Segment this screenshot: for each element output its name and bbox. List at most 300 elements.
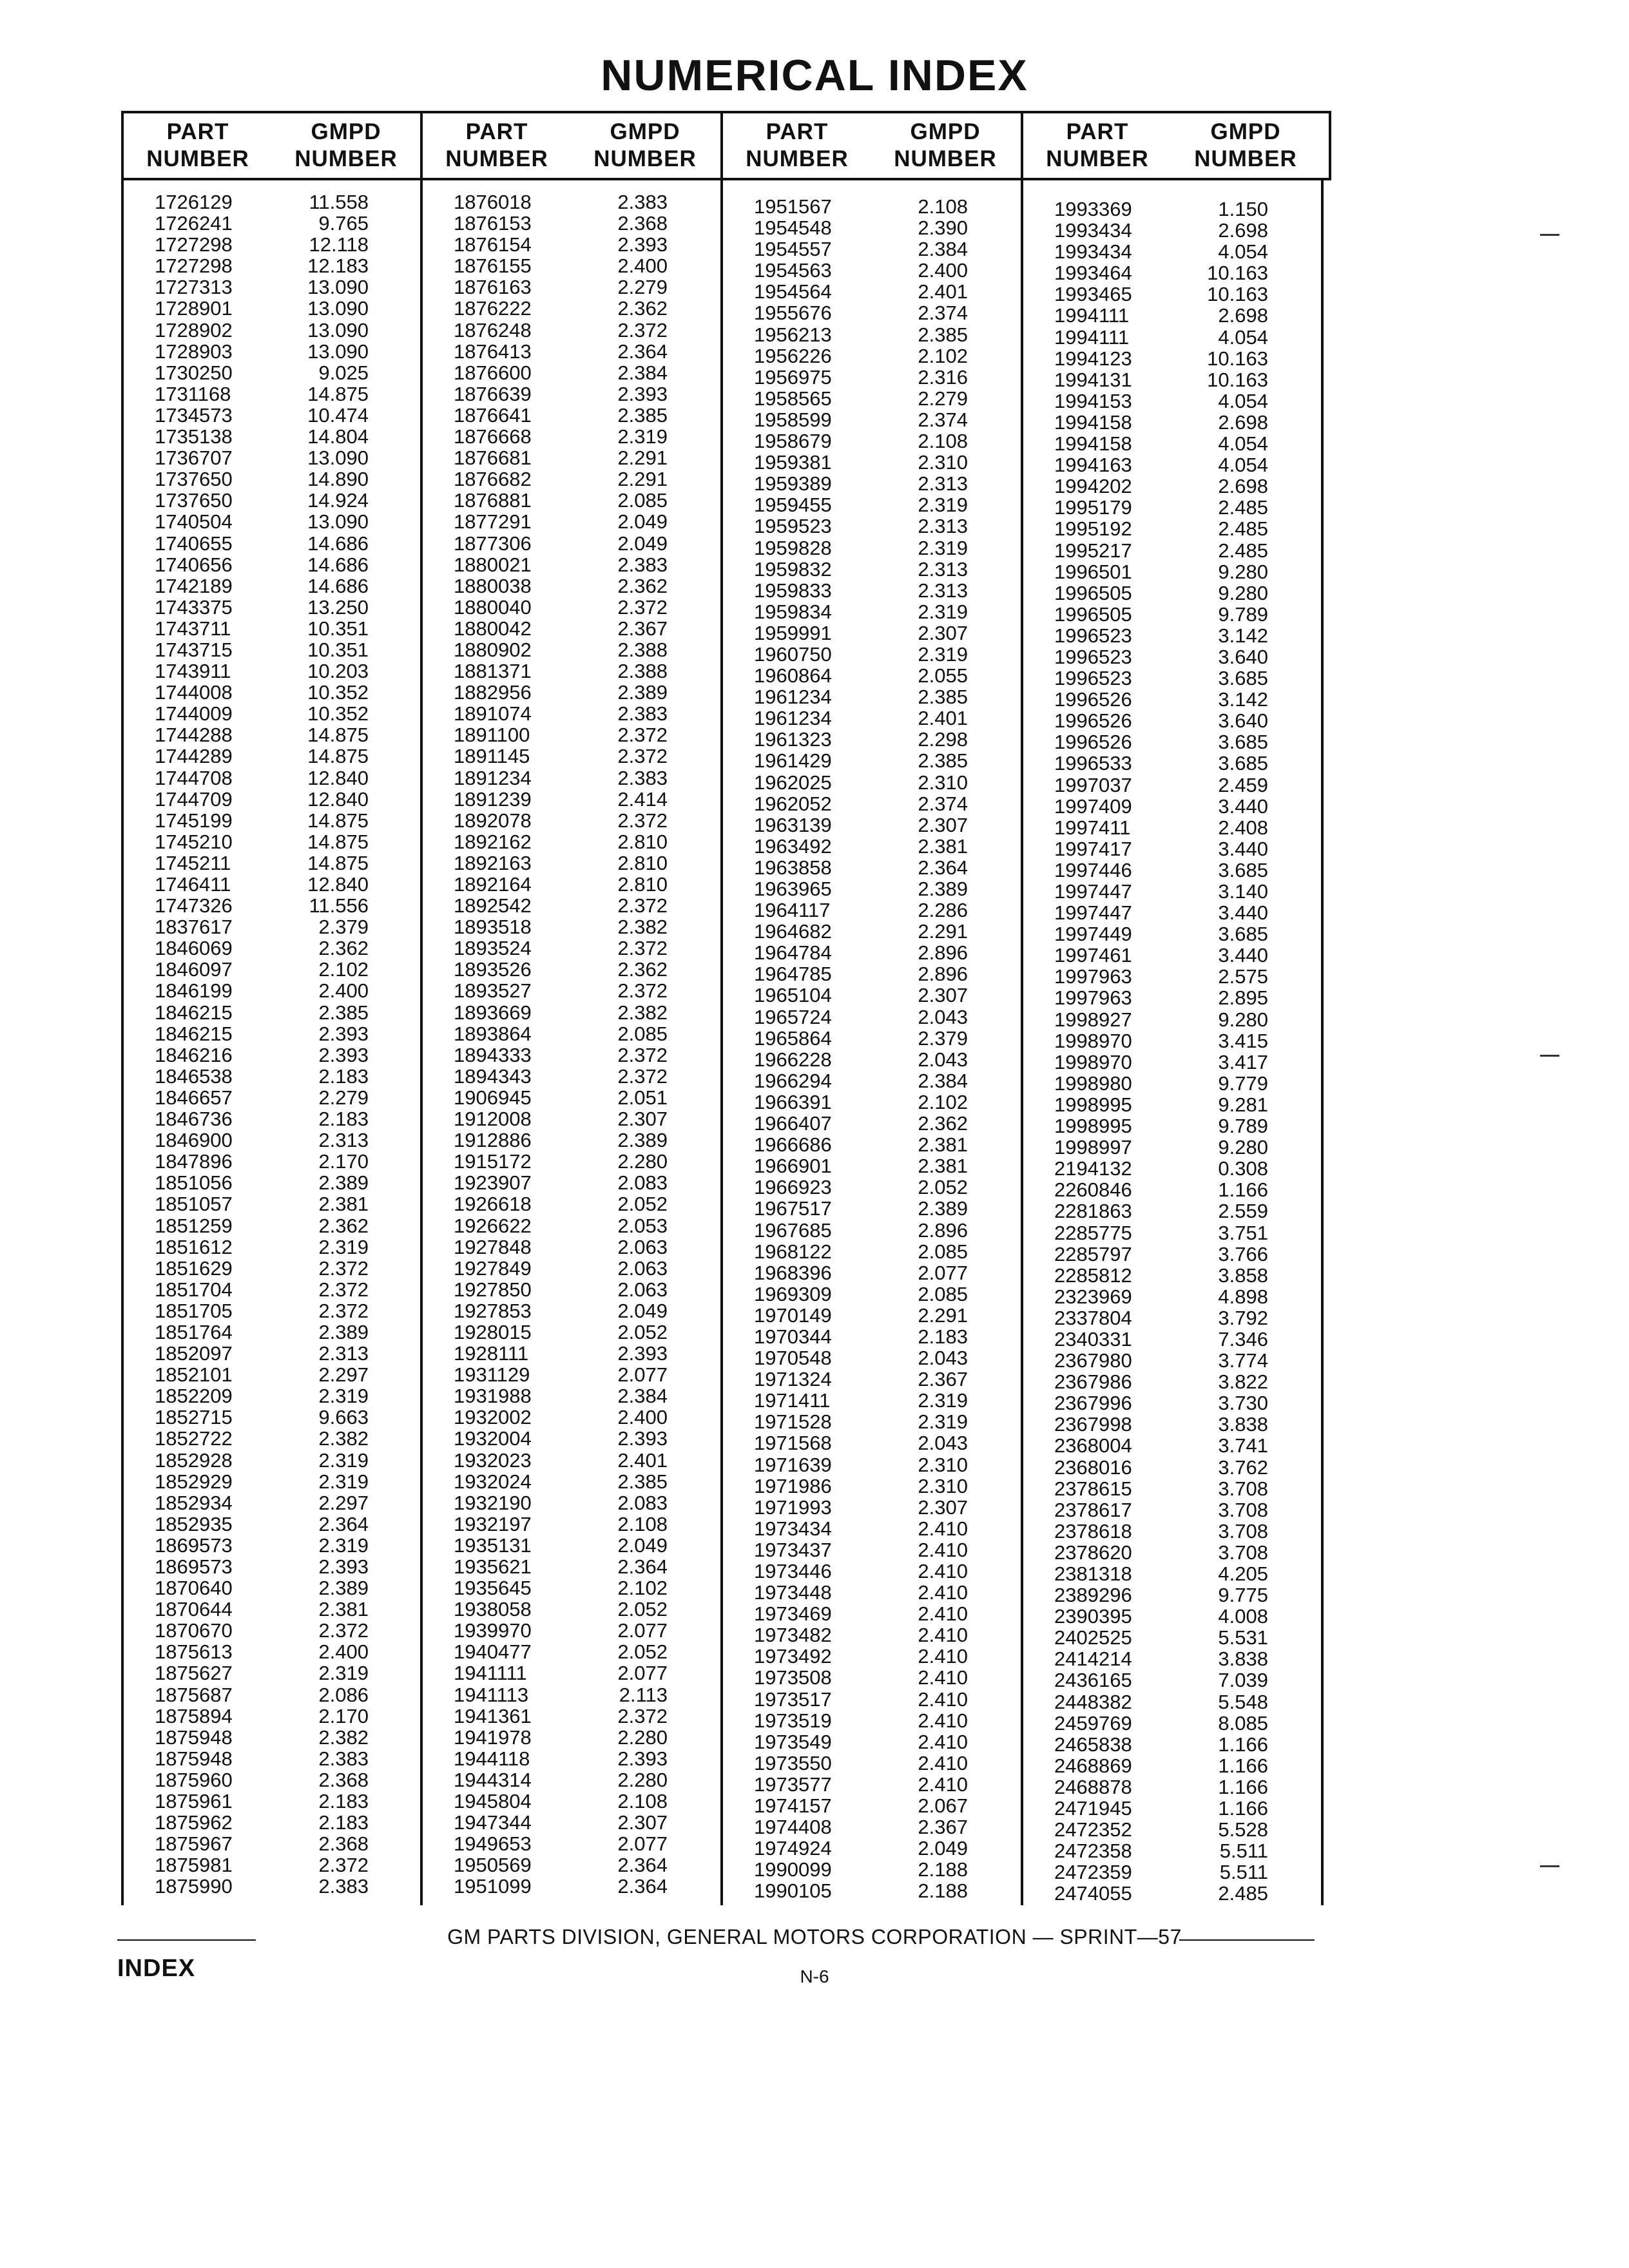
part-number-cell: 1959834 <box>754 600 832 623</box>
gmpd-number-cell: 2.362 <box>318 1214 369 1237</box>
part-number-cell: 1996523 <box>1054 645 1132 668</box>
gmpd-number-cell: 2.077 <box>617 1832 668 1856</box>
table-row <box>723 515 1021 537</box>
gmpd-number-cell: 8.085 <box>1218 1711 1268 1735</box>
table-row <box>723 1880 1021 1901</box>
table-row <box>723 196 1021 217</box>
gmpd-number-cell: 14.686 <box>307 574 369 597</box>
table-row <box>124 597 420 618</box>
table-row <box>1023 1244 1321 1265</box>
gmpd-number-cell: 2.307 <box>918 1495 968 1519</box>
part-number-header <box>1023 119 1171 173</box>
part-number-cell: 1973577 <box>754 1773 832 1796</box>
part-number-cell: 1892163 <box>454 851 532 874</box>
gmpd-number-cell: 2.086 <box>318 1683 369 1706</box>
table-row <box>423 745 720 767</box>
table-row <box>1023 1329 1321 1350</box>
gmpd-number-cell: 2.372 <box>617 1064 668 1088</box>
table-row <box>124 405 420 426</box>
part-number-cell: 1728901 <box>155 297 233 320</box>
header-line: PART <box>1066 119 1129 144</box>
part-number-cell: 1998995 <box>1054 1115 1132 1138</box>
table-row <box>1023 1392 1321 1414</box>
part-number-cell: 1974924 <box>754 1837 832 1860</box>
gmpd-number-cell: 7.039 <box>1218 1669 1268 1692</box>
footer-publisher-text: GM PARTS DIVISION, GENERAL MOTORS CORPORATION — SPRINT—57 <box>447 1925 1182 1948</box>
part-number-cell: 1931129 <box>454 1363 530 1387</box>
gmpd-number-cell: 12.840 <box>307 766 369 789</box>
part-number-cell: 1743375 <box>155 595 233 619</box>
gmpd-number-cell: 2.063 <box>617 1278 668 1301</box>
gmpd-number-cell: 2.319 <box>318 1235 369 1258</box>
gmpd-number-cell: 11.556 <box>309 894 369 918</box>
gmpd-number-cell: 2.372 <box>617 809 668 832</box>
part-number-cell: 1893518 <box>454 916 532 939</box>
part-number-cell: 1726241 <box>155 212 233 235</box>
part-number-cell: 1956975 <box>754 365 832 389</box>
part-number-cell: 1994202 <box>1054 475 1132 498</box>
table-row <box>723 857 1021 878</box>
table-row <box>423 533 720 554</box>
part-number-cell: 1932190 <box>454 1491 532 1514</box>
part-number-cell: 2472358 <box>1054 1840 1132 1863</box>
table-row <box>1023 987 1321 1008</box>
part-number-cell: 1846657 <box>155 1086 233 1109</box>
gmpd-number-cell: 2.810 <box>617 830 668 853</box>
gmpd-number-cell: 2.319 <box>318 1385 369 1408</box>
part-number-cell: 1959833 <box>754 579 832 602</box>
table-row <box>423 298 720 319</box>
part-number-cell: 1852097 <box>155 1342 233 1365</box>
part-number-cell: 1996501 <box>1054 560 1132 583</box>
table-row <box>423 1535 720 1556</box>
table-row <box>1023 540 1321 561</box>
gmpd-number-cell: 4.054 <box>1218 389 1268 412</box>
table-row <box>1023 1030 1321 1052</box>
table-row <box>423 554 720 575</box>
gmpd-number-cell: 2.188 <box>918 1879 968 1903</box>
part-number-cell: 2378617 <box>1054 1498 1132 1521</box>
gmpd-number-header <box>871 119 1019 173</box>
part-number-cell: 1961234 <box>754 686 832 709</box>
table-row <box>1023 1798 1321 1819</box>
part-number-cell: 1965104 <box>754 984 832 1007</box>
table-row <box>124 874 420 895</box>
gmpd-number-cell: 2.310 <box>918 451 968 474</box>
gmpd-number-cell: 2.379 <box>318 916 369 939</box>
table-row <box>723 814 1021 836</box>
part-number-cell: 1744708 <box>155 766 233 789</box>
gmpd-number-cell: 2.410 <box>918 1687 968 1711</box>
part-number-cell: 2285775 <box>1054 1221 1132 1244</box>
part-number-cell: 1877291 <box>454 510 532 533</box>
table-row <box>423 1492 720 1514</box>
part-number-cell: 1998997 <box>1054 1136 1132 1159</box>
table-row <box>1023 731 1321 753</box>
table-row <box>723 452 1021 473</box>
gmpd-number-cell: 3.774 <box>1218 1349 1268 1372</box>
part-number-cell: 2367998 <box>1054 1413 1132 1436</box>
table-row <box>423 852 720 874</box>
gmpd-number-cell: 4.008 <box>1218 1605 1268 1628</box>
gmpd-number-cell: 2.410 <box>918 1773 968 1796</box>
gmpd-number-cell: 10.474 <box>307 403 369 427</box>
gmpd-number-cell: 2.410 <box>918 1624 968 1647</box>
gmpd-number-cell: 3.838 <box>1218 1648 1268 1671</box>
gmpd-number-cell: 2.188 <box>918 1858 968 1881</box>
table-row <box>723 1070 1021 1091</box>
table-row <box>124 234 420 255</box>
table-row <box>124 682 420 703</box>
table-row <box>723 1390 1021 1411</box>
part-number-cell: 1893527 <box>454 979 532 1003</box>
part-number-cell: 1973550 <box>754 1751 832 1774</box>
table-row <box>124 1258 420 1279</box>
table-row <box>1023 241 1321 262</box>
part-number-cell: 1915172 <box>454 1150 532 1173</box>
gmpd-number-cell: 1.166 <box>1218 1178 1268 1202</box>
gmpd-number-cell: 14.875 <box>307 724 369 747</box>
part-number-cell: 1950569 <box>454 1854 532 1877</box>
table-row <box>1023 1627 1321 1648</box>
gmpd-number-cell: 2.280 <box>617 1768 668 1791</box>
table-row <box>723 580 1021 601</box>
gmpd-number-cell: 2.291 <box>617 447 668 470</box>
table-row <box>124 660 420 682</box>
table-row <box>723 1134 1021 1155</box>
part-number-cell: 1744288 <box>155 724 233 747</box>
part-number-cell: 2340331 <box>1054 1327 1132 1350</box>
gmpd-number-cell: 2.102 <box>918 1090 968 1113</box>
gmpd-number-cell: 2.280 <box>617 1150 668 1173</box>
part-number-cell: 1973549 <box>754 1730 832 1753</box>
part-number-cell: 1941361 <box>454 1704 532 1727</box>
gmpd-number-cell: 3.685 <box>1218 923 1268 946</box>
part-number-cell: 1993434 <box>1054 240 1132 264</box>
table-row <box>723 1432 1021 1454</box>
table-row <box>1023 1840 1321 1861</box>
gmpd-number-cell: 2.410 <box>918 1602 968 1626</box>
part-number-cell: 1971324 <box>754 1368 832 1391</box>
gmpd-number-cell: 2.388 <box>617 638 668 661</box>
table-row <box>423 575 720 597</box>
gmpd-number-cell: 10.203 <box>307 660 369 683</box>
index-rows <box>723 196 1021 1902</box>
part-number-cell: 2459769 <box>1054 1711 1132 1735</box>
gmpd-number-cell: 4.898 <box>1218 1285 1268 1308</box>
table-row <box>423 810 720 831</box>
part-number-cell: 1742189 <box>155 574 233 597</box>
part-number-cell: 1891145 <box>454 745 530 768</box>
part-number-cell: 1876641 <box>454 403 532 427</box>
gmpd-number-cell: 12.840 <box>307 787 369 811</box>
gmpd-number-cell: 2.279 <box>617 276 668 299</box>
part-number-cell: 1956226 <box>754 344 832 367</box>
part-number-cell: 1993464 <box>1054 262 1132 285</box>
table-row <box>423 1215 720 1236</box>
table-row <box>423 1727 720 1748</box>
gmpd-number-cell: 2.313 <box>918 472 968 495</box>
part-number-cell: 1932024 <box>454 1470 532 1493</box>
table-row <box>723 388 1021 409</box>
part-number-cell: 1994123 <box>1054 347 1132 370</box>
gmpd-number-cell: 2.389 <box>318 1577 369 1600</box>
part-number-cell: 2471945 <box>1054 1797 1132 1820</box>
gmpd-number-cell: 2.485 <box>1218 1882 1268 1905</box>
gmpd-number-cell: 14.890 <box>307 468 369 491</box>
table-row <box>124 1812 420 1833</box>
part-number-cell: 1993434 <box>1054 219 1132 242</box>
table-row <box>1023 476 1321 497</box>
table-row <box>124 1129 420 1151</box>
table-row <box>423 1620 720 1641</box>
table-row <box>723 836 1021 857</box>
table-row <box>423 1876 720 1897</box>
page-title: NUMERICAL INDEX <box>601 51 1028 100</box>
table-row <box>423 1172 720 1193</box>
gmpd-number-cell: 13.090 <box>307 318 369 341</box>
table-row <box>1023 1137 1321 1158</box>
part-number-cell: 1954548 <box>754 216 832 240</box>
table-row <box>124 745 420 767</box>
table-row <box>124 1002 420 1023</box>
gmpd-number-header <box>272 119 420 173</box>
part-number-cell: 1852101 <box>155 1363 233 1387</box>
table-row <box>723 942 1021 963</box>
table-row <box>723 559 1021 580</box>
table-row <box>1023 454 1321 476</box>
table-row <box>124 1492 420 1514</box>
table-row <box>423 895 720 916</box>
part-number-cell: 1966901 <box>754 1155 832 1178</box>
table-row <box>124 490 420 511</box>
part-number-cell: 1869573 <box>155 1533 233 1557</box>
gmpd-number-cell: 2.400 <box>318 979 369 1003</box>
part-number-cell: 1876154 <box>454 233 532 256</box>
gmpd-number-cell: 14.875 <box>307 809 369 832</box>
table-row <box>423 1833 720 1854</box>
table-row <box>124 1343 420 1364</box>
part-number-cell: 1973437 <box>754 1538 832 1561</box>
gmpd-number-cell: 2.077 <box>617 1619 668 1642</box>
part-number-cell: 1996505 <box>1054 602 1132 626</box>
table-row <box>423 1385 720 1407</box>
table-row <box>124 810 420 831</box>
part-number-cell: 2378620 <box>1054 1541 1132 1564</box>
part-number-cell: 1994163 <box>1054 454 1132 477</box>
part-number-cell: 2390395 <box>1054 1605 1132 1628</box>
part-number-cell: 1870640 <box>155 1577 233 1600</box>
part-number-cell: 1998980 <box>1054 1072 1132 1095</box>
gmpd-number-cell: 2.896 <box>918 941 968 965</box>
part-number-cell: 1926622 <box>454 1214 532 1237</box>
gmpd-number-cell: 2.319 <box>918 1389 968 1412</box>
table-row <box>1023 348 1321 369</box>
gmpd-number-cell: 2.381 <box>918 1133 968 1157</box>
gmpd-number-cell: 9.025 <box>318 361 369 384</box>
table-row <box>1023 1307 1321 1329</box>
gmpd-number-cell: 3.741 <box>1218 1434 1268 1457</box>
header-line: PART <box>166 119 229 144</box>
gmpd-number-cell: 3.142 <box>1218 624 1268 647</box>
table-row <box>124 575 420 597</box>
header-line: NUMBER <box>445 146 548 171</box>
part-number-cell: 1947344 <box>454 1811 532 1834</box>
gmpd-number-cell: 2.077 <box>617 1363 668 1387</box>
gmpd-number-cell: 3.685 <box>1218 752 1268 775</box>
gmpd-number-cell: 2.414 <box>617 787 668 811</box>
table-row <box>124 959 420 980</box>
table-row <box>124 554 420 575</box>
gmpd-number-cell: 14.875 <box>307 745 369 768</box>
table-row <box>124 1706 420 1727</box>
gmpd-number-cell: 2.410 <box>918 1666 968 1689</box>
gmpd-number-cell: 2.319 <box>918 536 968 559</box>
gmpd-number-cell: 3.838 <box>1218 1413 1268 1436</box>
table-row <box>1023 1265 1321 1286</box>
gmpd-number-cell: 2.385 <box>318 1001 369 1024</box>
gmpd-number-cell: 2.810 <box>617 873 668 896</box>
table-row <box>423 1662 720 1684</box>
table-row <box>723 1838 1021 1859</box>
part-number-cell: 2194132 <box>1054 1157 1132 1180</box>
gmpd-number-cell: 2.698 <box>1218 410 1268 434</box>
table-row <box>124 341 420 362</box>
gmpd-number-cell: 2.401 <box>918 280 968 303</box>
part-number-cell: 2448382 <box>1054 1690 1132 1713</box>
gmpd-number-cell: 2.049 <box>617 510 668 533</box>
table-row <box>423 191 720 213</box>
gmpd-number-cell: 2.372 <box>318 1854 369 1877</box>
gmpd-number-cell: 2.362 <box>918 1112 968 1135</box>
part-number-cell: 1932197 <box>454 1512 532 1535</box>
table-row <box>723 367 1021 388</box>
gmpd-number-cell: 2.102 <box>918 344 968 367</box>
part-number-cell: 1994158 <box>1054 432 1132 456</box>
gmpd-number-cell: 2.043 <box>918 1048 968 1071</box>
table-row <box>723 601 1021 622</box>
gmpd-number-cell: 2.313 <box>318 1129 369 1152</box>
gmpd-number-cell: 2.362 <box>617 297 668 320</box>
gmpd-number-cell: 3.858 <box>1218 1264 1268 1287</box>
part-number-cell: 1961323 <box>754 728 832 751</box>
table-row <box>1023 838 1321 860</box>
gmpd-number-cell: 9.789 <box>1218 602 1268 626</box>
gmpd-number-cell: 2.313 <box>918 515 968 538</box>
gmpd-number-cell: 2.382 <box>617 916 668 939</box>
gmpd-number-cell: 14.875 <box>307 830 369 853</box>
table-row <box>423 1428 720 1449</box>
table-row <box>1023 710 1321 731</box>
table-row <box>423 639 720 660</box>
table-row <box>1023 1222 1321 1244</box>
part-number-cell: 2468878 <box>1054 1775 1132 1798</box>
gmpd-number-cell: 14.924 <box>307 489 369 512</box>
gmpd-number-cell: 14.686 <box>307 532 369 555</box>
part-number-cell: 1928111 <box>454 1342 529 1365</box>
table-row <box>124 276 420 298</box>
table-row <box>723 430 1021 452</box>
table-row <box>723 1262 1021 1283</box>
gmpd-number-cell: 2.051 <box>617 1086 668 1109</box>
part-number-cell: 1876163 <box>454 276 532 299</box>
part-number-cell: 1880040 <box>454 595 532 619</box>
gmpd-number-cell: 2.319 <box>918 1410 968 1434</box>
table-row <box>1023 1158 1321 1179</box>
gmpd-number-cell: 2.389 <box>918 878 968 900</box>
table-row <box>1023 262 1321 284</box>
part-number-cell: 1882956 <box>454 681 532 704</box>
gmpd-number-cell: 2.067 <box>918 1794 968 1818</box>
part-number-cell: 1944118 <box>454 1747 530 1770</box>
gmpd-number-cell: 14.804 <box>307 425 369 448</box>
gmpd-number-cell: 2.698 <box>1218 304 1268 327</box>
gmpd-number-cell: 9.280 <box>1218 1136 1268 1159</box>
table-row <box>423 980 720 1001</box>
table-row <box>1023 561 1321 582</box>
part-number-cell: 1880042 <box>454 617 532 640</box>
part-number-cell: 1893864 <box>454 1022 532 1045</box>
table-row <box>723 1710 1021 1731</box>
gmpd-number-cell: 2.055 <box>918 664 968 687</box>
part-number-cell: 1969309 <box>754 1282 832 1305</box>
table-row <box>124 1321 420 1343</box>
part-number-cell: 1728902 <box>155 318 233 341</box>
gmpd-number-cell: 2.307 <box>617 1108 668 1131</box>
table-row <box>723 1561 1021 1582</box>
part-number-cell: 1745199 <box>155 809 233 832</box>
gmpd-number-cell: 2.049 <box>617 1299 668 1322</box>
part-number-cell: 1997447 <box>1054 880 1132 903</box>
table-row <box>423 724 720 745</box>
gmpd-number-cell: 9.765 <box>318 212 369 235</box>
part-number-header <box>423 119 571 173</box>
part-number-cell: 1875960 <box>155 1768 233 1791</box>
table-row <box>423 383 720 405</box>
table-row <box>723 537 1021 559</box>
part-number-header <box>124 119 272 173</box>
table-row <box>723 1369 1021 1390</box>
gmpd-number-cell: 3.142 <box>1218 688 1268 711</box>
part-number-cell: 1876600 <box>454 361 532 384</box>
table-row <box>723 1220 1021 1241</box>
gmpd-number-cell: 2.368 <box>318 1768 369 1791</box>
table-row <box>1023 945 1321 966</box>
table-row <box>423 874 720 895</box>
gmpd-number-cell: 2.297 <box>318 1491 369 1514</box>
gmpd-number-cell: 2.049 <box>617 532 668 555</box>
gmpd-number-cell: 10.163 <box>1207 347 1268 370</box>
part-number-cell: 1747326 <box>155 894 233 918</box>
table-right-border <box>1329 111 1331 178</box>
gmpd-number-cell: 2.372 <box>617 724 668 747</box>
table-row <box>723 1411 1021 1432</box>
gmpd-number-cell: 2.384 <box>918 238 968 261</box>
part-number-cell: 1880021 <box>454 553 532 576</box>
part-number-cell: 1736707 <box>155 447 233 470</box>
gmpd-number-cell: 2.183 <box>318 1108 369 1131</box>
gmpd-number-cell: 2.077 <box>617 1662 668 1685</box>
part-number-cell: 1847896 <box>155 1150 233 1173</box>
table-row <box>124 1556 420 1577</box>
gmpd-number-cell: 2.408 <box>1218 816 1268 839</box>
gmpd-number-cell: 4.054 <box>1218 432 1268 456</box>
part-number-cell: 1961234 <box>754 707 832 730</box>
part-number-cell: 1737650 <box>155 489 233 512</box>
part-number-cell: 1875613 <box>155 1640 233 1664</box>
gmpd-number-cell: 3.685 <box>1218 667 1268 690</box>
table-row <box>1023 796 1321 817</box>
